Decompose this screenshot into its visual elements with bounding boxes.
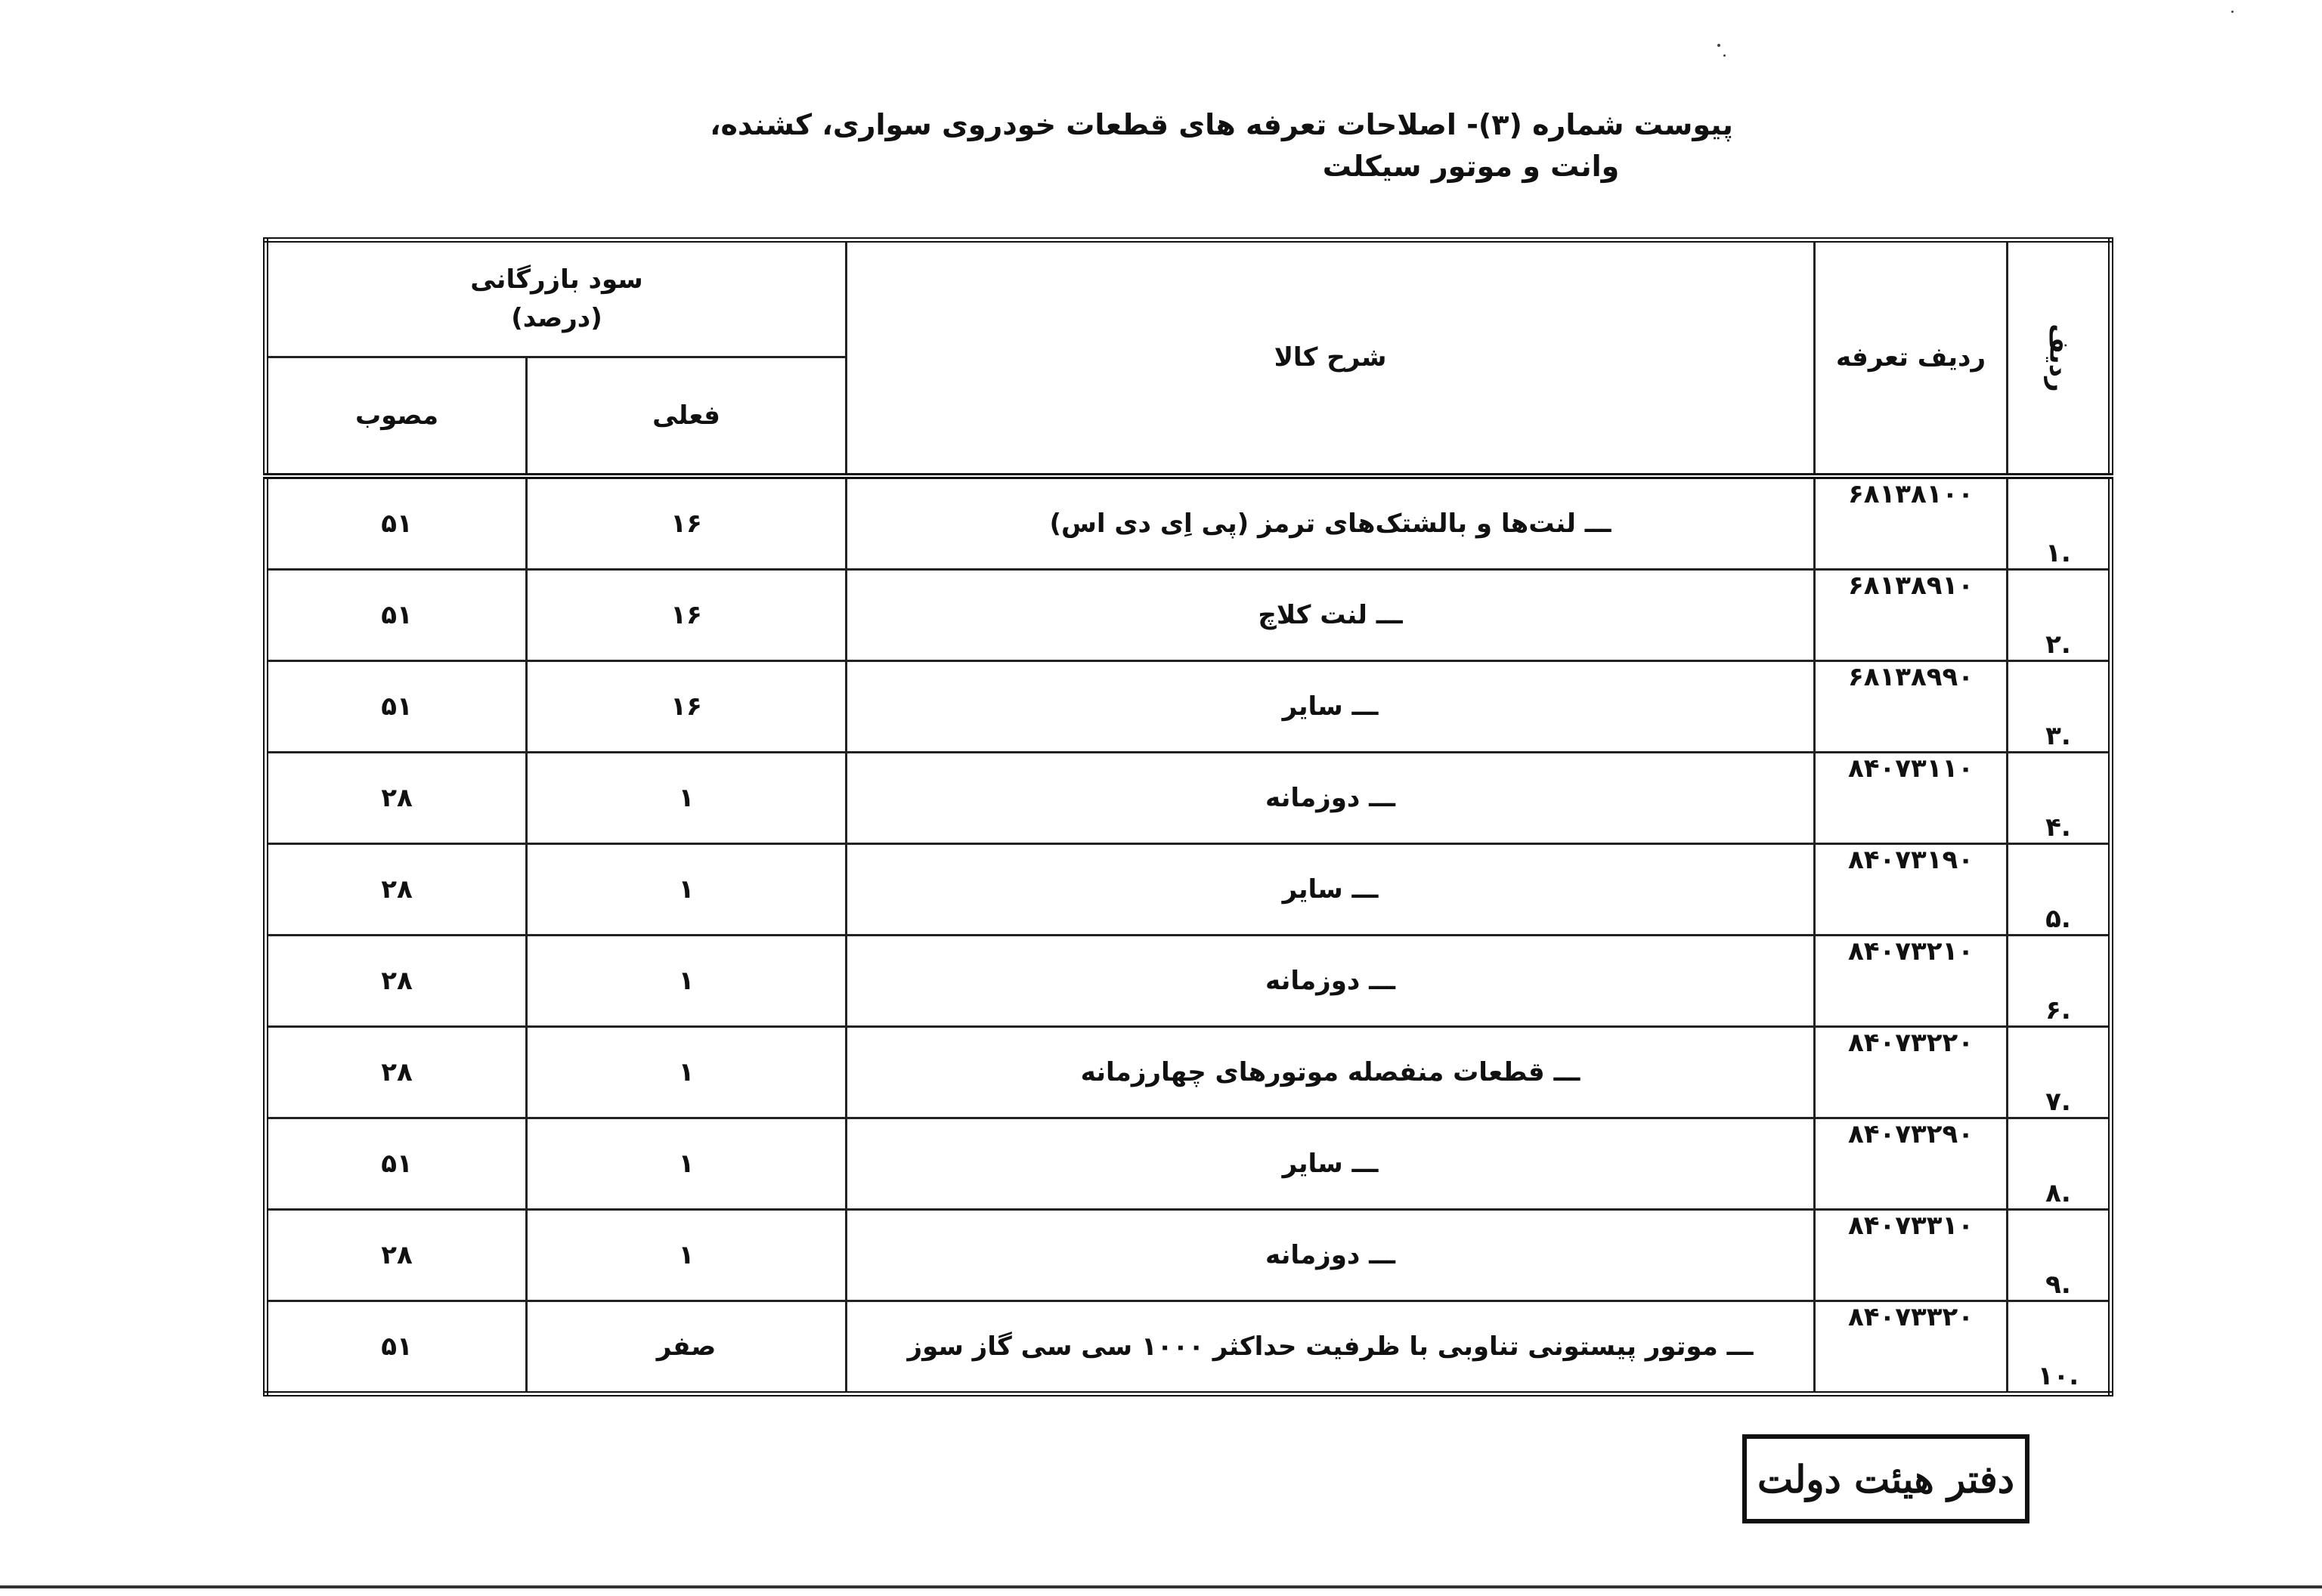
page-title-line-1: پیوست شماره (۳)- اصلاحات تعرفه های قطعات خودروی سواری، کشنده، [710,108,1733,141]
table-row [266,1301,2111,1394]
description-cell: ـــ دوزمانه [847,1210,1815,1301]
description-cell: ـــ موتور پیستونی تناوبی با ظرفیت حداکثر ۱۰۰۰ سی سی گاز سوز [847,1301,1815,1394]
scan-speck [1723,54,1726,57]
table-row [266,1210,2111,1301]
description-cell: ـــ دوزمانه [847,753,1815,844]
description-cell: ـــ لنت‌ها و بالشتک‌های ترمز (پی اِی دی اس) [847,476,1815,570]
current-profit-cell: ۱۶ [527,661,847,753]
header-description: شرح کالا [847,240,1815,477]
row-number-cell: .۱۰ [2008,1301,2111,1394]
description-cell: ـــ لنت کلاچ [847,570,1815,661]
row-number-cell: .۱ [2008,476,2111,570]
current-profit-cell: ۱ [527,1027,847,1118]
header-row-number-label: ردیف [2043,323,2074,392]
description-cell: ـــ دوزمانه [847,936,1815,1027]
table-row [266,844,2111,936]
tariff-code-cell: ۸۴۰۷۳۳۱۰ [1815,1210,2008,1301]
header-current: فعلی [527,357,847,477]
tariff-code-cell: ۸۴۰۷۳۱۱۰ [1815,753,2008,844]
current-profit-cell: ۱ [527,936,847,1027]
table-row [266,936,2111,1027]
table-row [266,753,2111,844]
tariff-table [263,237,2113,1396]
scan-speck [1717,44,1720,47]
table-row [266,661,2111,753]
table-row [266,1118,2111,1210]
table-row [266,570,2111,661]
row-number-cell: .۲ [2008,570,2111,661]
header-commercial-profit [266,240,847,357]
approved-profit-cell: ۲۸ [266,936,527,1027]
table-row [266,476,2111,570]
description-cell: ـــ سایر [847,844,1815,936]
page-title-line-2: وانت و موتور سیکلت [1322,150,1620,184]
bottom-scan-line [0,1585,2322,1588]
approved-profit-cell: ۵۱ [266,1301,527,1394]
header-tariff-row: ردیف تعرفه [1815,240,2008,477]
approved-profit-cell: ۵۱ [266,476,527,570]
current-profit-cell: ۱ [527,844,847,936]
row-number-cell: .۳ [2008,661,2111,753]
current-profit-cell: ۱۶ [527,570,847,661]
approved-profit-cell: ۲۸ [266,1027,527,1118]
header-commercial-profit-title: سود بازرگانی [470,264,643,295]
table-row [266,1027,2111,1118]
tariff-code-cell: ۸۴۰۷۳۳۲۰ [1815,1301,2008,1394]
tariff-code-cell: ۸۴۰۷۳۲۹۰ [1815,1118,2008,1210]
header-row-number [2008,240,2111,477]
tariff-code-cell: ۶۸۱۳۸۹۱۰ [1815,570,2008,661]
current-profit-cell: ۱۶ [527,476,847,570]
description-cell: ـــ سایر [847,661,1815,753]
approved-profit-cell: ۲۸ [266,1210,527,1301]
description-cell: ـــ سایر [847,1118,1815,1210]
current-profit-cell: ۱ [527,1118,847,1210]
header-commercial-profit-unit: (درصد) [511,303,602,333]
scan-speck [2231,11,2234,13]
row-number-cell: .۵ [2008,844,2111,936]
header-row [266,240,2111,357]
approved-profit-cell: ۵۱ [266,1118,527,1210]
tariff-code-cell: ۶۸۱۳۸۹۹۰ [1815,661,2008,753]
table-body [266,476,2111,1394]
row-number-cell: .۸ [2008,1118,2111,1210]
header-approved: مصوب [266,357,527,477]
row-number-cell: .۷ [2008,1027,2111,1118]
tariff-code-cell: ۸۴۰۷۳۱۹۰ [1815,844,2008,936]
row-number-cell: .۶ [2008,936,2111,1027]
row-number-cell: .۹ [2008,1210,2111,1301]
approved-profit-cell: ۲۸ [266,753,527,844]
government-office-stamp: دفتر هیئت دولت [1742,1434,2029,1523]
approved-profit-cell: ۲۸ [266,844,527,936]
current-profit-cell: صفر [527,1301,847,1394]
approved-profit-cell: ۵۱ [266,661,527,753]
tariff-code-cell: ۸۴۰۷۳۲۲۰ [1815,1027,2008,1118]
description-cell: ـــ قطعات منفصله موتورهای چهارزمانه [847,1027,1815,1118]
tariff-code-cell: ۶۸۱۳۸۱۰۰ [1815,476,2008,570]
current-profit-cell: ۱ [527,1210,847,1301]
tariff-code-cell: ۸۴۰۷۳۲۱۰ [1815,936,2008,1027]
row-number-cell: .۴ [2008,753,2111,844]
approved-profit-cell: ۵۱ [266,570,527,661]
current-profit-cell: ۱ [527,753,847,844]
table-header [266,240,2111,477]
page-title [0,104,2322,187]
